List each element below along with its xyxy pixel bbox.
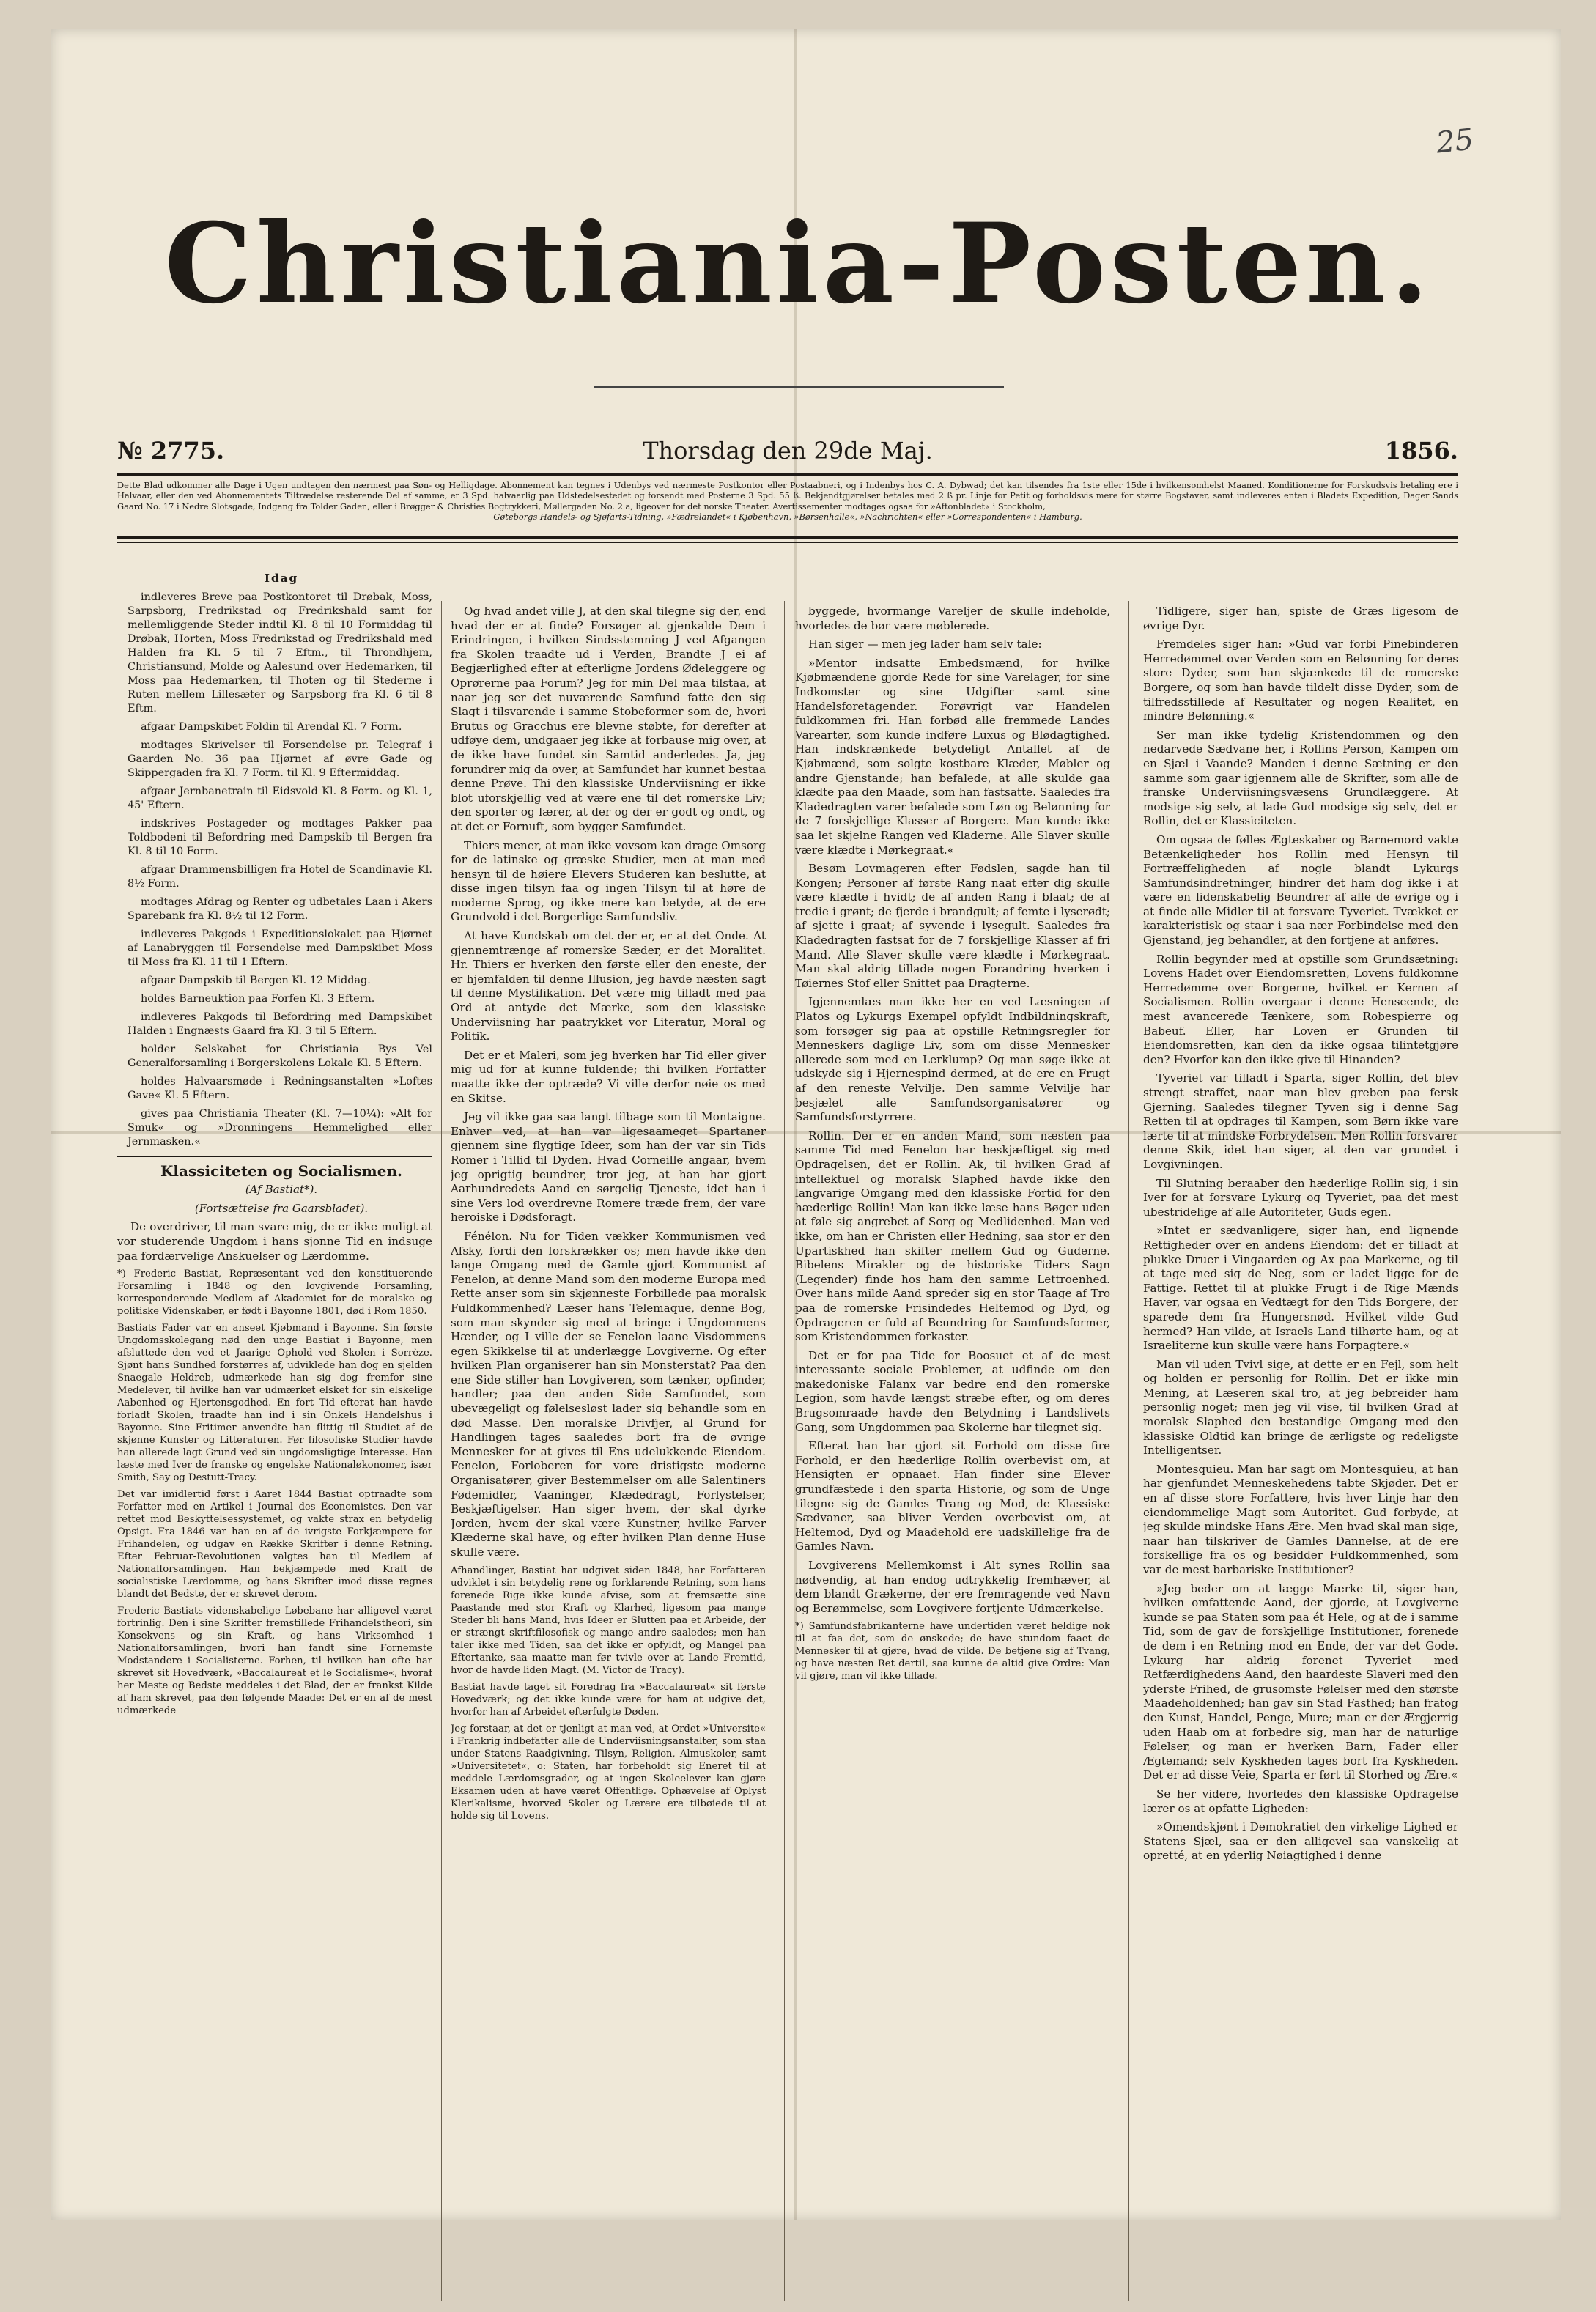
notice-item: gives paa Christiania Theater (Kl. 7—10¼): »Alt for Smuk« og »Dronningens Hemmelighed eller Jernmasken.« bbox=[128, 1107, 432, 1148]
handwritten-page-number: 25 bbox=[1434, 122, 1476, 160]
article-paragraph: Tidligere, siger han, spiste de Græs ligesom de øvrige Dyr. bbox=[1143, 605, 1458, 632]
article-paragraph: Rollin. Der er en anden Mand, som næsten paa samme Tid med Fenelon har beskjæftiget sig med Opdragelsen, det er Rollin. Ak, til hvilken Grad af intellektuel og moralsk Slaphed havde ikke den langvarige Omgang med den klassiske Fortid for den hæderlige Rollin! Man kan ikke læse hans Bøger uden at føle sig angrebet af Sorg og Medlidenhed. Man ved ikke, om han er Christen eller Hedning, saa stor er den Upartiskhed han skifter mellem Gud og Guderne. Bibelens Mirakler og de historiske Tiders Sagn (Legender) finde hos ham den samme Lettroenhed. Over hans milde Aand spreder sig en stor Taage af Tro paa de romerske Frisindedes Heltemod og Dyd, og Opdrageren er fuld af Beundring for Samfundsformer, som Kristendommen forkaster. bbox=[795, 1129, 1110, 1344]
article-paragraph: At have Kundskab om det der er, er at det Onde. At gjennemtrænge af romerske Sæder, er det Moralitet. Hr. Thiers er hverken den første eller den eneste, der er hjemfalden til denne Illusion, jeg havde næsten sagt til denne Mystifikation. Det være mig tilladt med paa Ord at antyde det Mærke, som den klassiske Underviisning har paatrykket vor Literatur, Moral og Politik. bbox=[451, 929, 766, 1044]
article-paragraph: Jeg vil ikke gaa saa langt tilbage som til Montaigne. Enhver ved, at han var ligesaameget Spartaner gjennem sine flygtige Ideer, som han der var sin Tids Romer i Tillid til Dyden. Hvad Corneille angaar, hvem jeg oprigtig beundrer, tror jeg, at han har gjort Aarhundredets Aand en sørgelig Tjeneste, idet han i sine Vers lod overdrevne Romere træde frem, der vare heroiske i Dødsforagt. bbox=[451, 1110, 766, 1225]
notice-item: indleveres Pakgods i Expeditionslokalet paa Hjørnet af Lanabryggen til Forsendelse med Dampskibet Moss til Moss fra Kl. 11 til 1 Eftern. bbox=[128, 928, 432, 968]
issue-number: № 2775. bbox=[117, 437, 225, 465]
article-author: (Af Bastiat*). bbox=[245, 1183, 318, 1197]
column-rule bbox=[784, 601, 785, 2301]
dateline-rule bbox=[117, 473, 1458, 476]
article-paragraph: Se her videre, hvorledes den klassiske Opdragelse lærer os at opfatte Ligheden: bbox=[1143, 1787, 1458, 1815]
article-paragraph: byggede, hvormange Vareljer de skulle indeholde, hvorledes de bør være møblerede. bbox=[795, 605, 1110, 632]
footnote-paragraph: Bastiat havde taget sit Foredrag fra »Baccalaureat« sit første Hovedværk; og det ikke kunde være for ham at udgive det, hvorfor han af Arbeidet efterfulgte Døden. bbox=[451, 1681, 766, 1718]
column-2 bbox=[451, 605, 766, 2312]
article-paragraph: Montesquieu. Man har sagt om Montesquieu, at han har gjenfundet Menneskehedens tabte Skjøder. Det er en af disse store Forfattere, hvis hver Linje har den eiendommelige Magt som Autoritet. Gud forbyde, at jeg skulde mindske Hans Ære. Men hvad skal man sige, naar han tilskriver de Gamles Dannelse, at de ere forskellige fra os og besidder Fuldkommenhed, som var de mest barbariske Institutioner? bbox=[1143, 1462, 1458, 1576]
notice-item: holdes Halvaarsmøde i Redningsanstalten »Loftes Gave« Kl. 5 Eftern. bbox=[128, 1075, 432, 1101]
notice-item: indleveres Pakgods til Befordring med Dampskibet Halden i Engnæsts Gaard fra Kl. 3 til 5 Eftern. bbox=[128, 1011, 432, 1037]
article-paragraph: Thiers mener, at man ikke vovsom kan drage Omsorg for de latinske og græske Studier, men at man med hensyn til de høiere Elevers Studeren kan beslutte, at disse ingen tilsyn faa og ingen Tilsyn til at høre de moderne Sprog, og ikke mere kan betyde, at de ere Grundvold i det Borgerlige Samfundsliv. bbox=[451, 838, 766, 924]
imprint-text: Dette Blad udkommer alle Dage i Ugen undtagen den nærmest paa Søn- og Helligdage. Abonnement kan tegnes i Udenbys ved nærmeste Postkontor eller Postaabneri, og i Indenbys hos C. A. Dybwad; det kan tilsendes fra 1ste eller 15de i hvilkensomhelst Maaned. Konditionerne for Forskudsvis betaling ere i Halvaar, eller den ved Abonnementets Tiltrædelse resterende Del af samme, er 3 Spd. halvaarlig paa Udstedelsestedet og forsendt med Posterne 3 Spd. 55 ß. Bekjendtgjørelser betales med 2 ß pr. Linje for Petit og forholdsvis mere for større Bogstaver, samt indleveres enten i Bladets Expedition, Dager Sands Gaard No. 17 i Nedre Slotsgade, Indgang fra Tolder Gaden, eller i Brøgger & Christies Bogtrykkeri, Møllergaden No. 2 a, ligeover for det norske Theater. Avertissementer modtages ogsaa for »Aftonbladet« i Stockholm, bbox=[117, 480, 1458, 511]
idag-heading: Idag bbox=[264, 572, 299, 585]
footnote-block bbox=[451, 1565, 766, 1822]
footnote-block bbox=[117, 1268, 432, 1717]
section-divider bbox=[117, 1156, 432, 1157]
article-paragraph: Tyveriet var tilladt i Sparta, siger Rollin, det blev strengt straffet, naar man blev greben paa fersk Gjerning. Saaledes tilegner Tyven sig i denne Sag Retten til at opdrages til Kampen, som Børn ikke vare lærte til at mindske Forbrydelsen. Men Rollin forsvarer denne Skik, idet han siger, at den var grundet i Lovgivningen. bbox=[1143, 1071, 1458, 1171]
article-paragraph: Igjennemlæs man ikke her en ved Læsningen af Platos og Lykurgs Exempel opfyldt Indbildningskraft, som forsøger sig paa at opstille Retningsregler for Menneskers daglige Liv, som om disse Mennesker allerede som med en Lerklump? Og man søge ikke at udskyde sig i Hjernespind dermed, at de ere en Frugt af den reneste Velvilje. Den samme Velvilje har besjælet alle Samfundsorganisatører og Samfundsforstyrrere. bbox=[795, 995, 1110, 1124]
masthead-ornament-rule bbox=[594, 386, 1004, 388]
article-paragraph: Og hvad andet ville J, at den skal tilegne sig der, end hvad der er at finde? Forsøger at gjenkalde Dem i Erindringen, i hvilken Sindsstemning J ved Afgangen fra Skolen traadte ud i Verden, Brandte J ei af Begjærlighed efter at efterligne Jordens Ødeleggere og Oprørerne paa Forum? Jeg for min Del maa tilstaa, at naar jeg ser det nuværende Samfund fatte den sig Slagt i tilsvarende i samme Stobeformer som de, hvori Brutus og Gracchus ere blevne støbte, for derefter at udføye dem, undgaaer jeg ikke at forbause mig over, at de ikke have fundet sin Samtid anderledes. Ja, jeg forundrer mig da over, at Samfundet har kunnet bestaa denne Prøve. Thi den klassiske Underviisning er ikke blot uforskjellig ved at være ene til det romerske Liv; den sporter og lærer, at der og der er godt og ondt, og at det er Fornuft, som bygger Samfundet. bbox=[451, 605, 766, 833]
article-paragraph: Ser man ikke tydelig Kristendommen og den nedarvede Sædvane her, i Rollins Person, Kampen om en Sjæl i Vaande? Manden i denne Sætning er den samme som gaar igjennem alle de Skrifter, som alle de franske Underviisningsvæsens Grundlæggere. At modsige sig selv, at lade Gud modsige sig selv, det er Rollin, det er Klassiciteten. bbox=[1143, 728, 1458, 828]
footnote-paragraph: Bastiats Fader var en anseet Kjøbmand i Bayonne. Sin første Ungdomsskolegang nød den unge Bastiat i Bayonne, men afsluttede den ved et Jaarige Ophold ved Skolen i Sorrèze. Sjønt hans Sundhed forstørres af, udviklede han dog en sjelden Snaegale Heldreb, udmærkede han sig dog fremfor sine Medelever, til hvilke han var udmærket elsket for sin elskelige Aabenhed og Hjertensgodhed. En fort Tid efterat han havde forladt Skolen, traadte han ind i sin Onkels Handelshus i Bayonne. Sine Fritimer anvendte han flittig til Studiet af de skjønne Kunster og Litteraturen. Før filosofiske Studier havde han allerede lagt Grund ved sin ungdomsligtige Interesse. Han læste med Iver de franske og engelske Nationaløkonomer, især Smith, Say og Destutt-Tracy. bbox=[117, 1323, 432, 1484]
article-paragraph: »Jeg beder om at lægge Mærke til, siger han, hvilken omfattende Aand, der gjorde, at Lovgiverne kunde se paa Staten som paa ét Hele, og at de i samme Tid, som de gav de forskjellige Institutioner, forenede de dem i en Retning mod en Ende, der var det Gode. Lykurg har aldrig forenet Tyveriet med Retfærdighedens Aand, den haardeste Slaveri med den yderste Frihed, de grusomste Følelser med den største Maadeholdenhed; han gav sin Stad Fasthed; han fratog den Kunst, Handel, Penge, Mure; man er der Ærgjerrig uden Haab om at forbedre sig, man har de naturlige Følelser, og man er hverken Barn, Fader eller Ægtemand; selv Kyskheden tages bort fra Kyskheden. Det er ad disse Veie, Sparta er ført til Storhed og Ære.« bbox=[1143, 1581, 1458, 1782]
notice-item: afgaar Dampskib til Bergen Kl. 12 Middag. bbox=[141, 974, 371, 986]
article-paragraph: »Omendskjønt i Demokratiet den virkelige Lighed er Statens Sjæl, saa er den alligevel saa vanskelig at opretté, at en yderlig Nøiagtighed i denne bbox=[1143, 1820, 1458, 1863]
column-3 bbox=[795, 605, 1110, 2312]
footnote-paragraph: Jeg forstaar, at det er tjenligt at man ved, at Ordet »Universite« i Frankrig indbefatter alle de Underviisningsanstalter, som staa under Statens Raadgivning, Tilsyn, Religion, Almuskoler, samt »Universitetet«, o: Staten, har forbeholdt sig Eneret til at meddele Lærdomsgrader, og at ingen Skoleelever kan gjøre Eksamen uden at have været Offentlige. Ophævelse af Oplyst Klerikalisme, hvorved Skoler og Lærere ere tilbøiede til at holde sig til Lovens. bbox=[451, 1723, 766, 1822]
article-paragraph: Det er et Maleri, som jeg hverken har Tid eller giver mig ud for at kunne fuldende; thi hvilken Forfatter maatte ikke der optræde? Vi ville derfor nøie os med en Skitse. bbox=[451, 1048, 766, 1105]
article-paragraph: Om ogsaa de følles Ægteskaber og Barnemord vakte Betænkeligheder hos Rollin med Hensyn til Fortræffeligheden af nogle blandt Lykurgs Samfundsindretninger, hindrer det ham dog ikke i at være en lidenskabelig Beundrer af alle de øvrige og i at finde alle Midler til at forsvare Tyveriet. Tvækket er karakteristisk og staar i saa nær Forbindelse med den Gjenstand, jeg behandler, at den fortjene at anføres. bbox=[1143, 832, 1458, 948]
article-title: Klassiciteten og Socialismen. bbox=[160, 1161, 402, 1180]
issue-year: 1856. bbox=[1384, 437, 1458, 465]
article-paragraph: »Intet er sædvanligere, siger han, end lignende Rettigheder over en andens Eiendom: det er tilladt at plukke Druer i Vingaarden og Ax paa Markerne, og til at tage med sig de Neg, som er ladet ligge for de Fattige. Rettet til at plukke Frugt i de Rige Mænds Haver, var ogsaa en Vedtægt for den Tids Borgere, der sparede dem fra Hungersnød. Hvilket vilde Gud hermed? Han vilde, at Israels Land tilhørte ham, og at Israeliterne kun skulle være hans Forpagtere.« bbox=[1143, 1224, 1458, 1353]
column-1 bbox=[117, 572, 432, 2279]
masthead-title: Christiania-Posten. bbox=[164, 199, 1433, 328]
column-4 bbox=[1143, 605, 1458, 2312]
article-paragraph: Fremdeles siger han: »Gud var forbi Pinebinderen Herredømmet over Verden som en Belønning for deres store Dyder, som han skjænkede til de romerske Borgere, og som han havde tildelt disse Dyder, som de tilfredsstillede af Resultater og nogen Realitet, en mindre Belønning.« bbox=[1143, 638, 1458, 723]
column-rule bbox=[1128, 601, 1129, 2301]
notice-item: modtages Afdrag og Renter og udbetales Laan i Akers Sparebank fra Kl. 8½ til 12 Form. bbox=[128, 895, 432, 922]
notice-item: indskrives Postageder og modtages Pakker paa Toldbodeni til Befordring med Dampskib til Bergen fra Kl. 8 til 10 Form. bbox=[128, 817, 432, 857]
article-paragraph: Det er for paa Tide for Boosuet et af de mest interessante sociale Problemer, at udfinde om den makedoniske Falanx var bedre end den romerske Legion, som havde længst stræbe efter, og om deres Brugsomraade havde den Betydning i Landslivets Gang, som Ungdommen paa Skolerne har tilegnet sig. bbox=[795, 1348, 1110, 1434]
article-continuation: (Fortsættelse fra Gaarsbladet). bbox=[194, 1201, 369, 1215]
notice-item: afgaar Dampskibet Foldin til Arendal Kl. 7 Form. bbox=[141, 720, 402, 733]
footnote-paragraph: Afhandlinger, Bastiat har udgivet siden 1848, har Forfatteren udviklet i sin betydelig rene og forklarende Retning, som hans forenede Rige ikke kunde afvise, som at fremsætte sine Paastande med stor Kraft og Klarhed, ligesom paa mange Steder bli hans Mand, hvis Ideer er Slutten paa et Arbeide, der er strængt skriftfilosofisk og mange andre saaledes; men han taler ikke med Tiden, saa det ikke er opfyldt, og Mangel paa Eftertanke, saa maatte man før tvivle over at Lande Fremtid, hvor de havde liden Magt. (M. Victor de Tracy). bbox=[451, 1565, 766, 1676]
imprint-notice bbox=[117, 480, 1458, 522]
notice-item: holder Selskabet for Christiania Bys Vel Generalforsamling i Borgerskolens Lokale Kl. 5 Eftern. bbox=[128, 1043, 432, 1069]
footnote-paragraph: *) Samfundsfabrikanterne have undertiden været heldige nok til at faa det, som de ønskede; de have stundom faaet de Mennesker til at gjøre, hvad de vilde. De betjene sig af Tvang, og have næsten Ret dertil, saa kunne de altid give Ordre: Man vil gjøre, man vil ikke tillade. bbox=[795, 1621, 1110, 1683]
footnote-paragraph: Det var imidlertid først i Aaret 1844 Bastiat optraadte som Forfatter med en Artikel i Journal des Economistes. Den var rettet mod Beskyttelsessystemet, og vakte strax en betydelig Opsigt. Fra 1846 var han en af de ivrigste Forkjæmpere for Frihandelen, og udgav en Række Skrifter i denne Retning. Efter Februar-Revolutionen valgtes han til Medlem af Nationalforsamlingen. Han bekjæmpede med Kraft de socialistiske Lærdomme, og hans Skrifter imod disse regnes blandt det Bedste, der er skrevet derom. bbox=[117, 1489, 432, 1600]
notice-item: afgaar Drammensbilligen fra Hotel de Scandinavie Kl. 8½ Form. bbox=[128, 863, 432, 890]
dateline bbox=[117, 437, 1458, 466]
article-paragraph: Rollin begynder med at opstille som Grundsætning: Lovens Hadet over Eiendomsretten, Lovens fuldkomne Herredømme over Borgerne, hvilket er Kernen af Socialismen. Rollin overgaar i denne Henseende, de mest avancerede Tænkere, som Robespierre og Babeuf. Eller, har Loven er Grunden til Eiendomsretten, kan den da ikke ogsaa tilintetgjøre den? Hvorfor kan den ikke give til Hinanden? bbox=[1143, 952, 1458, 1066]
notice-item: holdes Barneuktion paa Forfen Kl. 3 Eftern. bbox=[141, 992, 375, 1005]
article-paragraph: Besøm Lovmageren efter Fødslen, sagde han til Kongen; Personer af første Rang naat efter dig skulle være klædte i hvidt; de af anden Rang i blaat; de af tredie i grønt; de fjerde i brandgult; af femte i lyserødt; af sjette i graat; af syvende i lysegult. Saaledes fra Kladedragten fastsat for de 7 forskjellige Klasser af fri Mand. Alle Slaver skulle være klædte i Mørkegraat. Man skal aldrig tillade nogen Forandring hverken i Tøiernes Stof eller Snittet paa Dragterne. bbox=[795, 862, 1110, 990]
imprint-agents: Gøteborgs Handels- og Sjøfarts-Tidning, »Fædrelandet« i Kjøbenhavn, »Børsenhalle«, »Nachrichten« eller »Correspondenten« i Hamburg. bbox=[493, 511, 1082, 522]
article-paragraph: Til Slutning beraaber den hæderlige Rollin sig, i sin Iver for at forsvare Lykurg og Tyveriet, paa det mest ubestridelige af alle Autoriteter, Guds egen. bbox=[1143, 1176, 1458, 1219]
issue-date: Thorsdag den 29de Maj. bbox=[643, 437, 933, 465]
footnote-paragraph: *) Frederic Bastiat, Repræsentant ved den konstituerende Forsamling i 1848 og den lovgivende Forsamling, korresponderende Medlem af Akademiet for de moralske og politiske Videnskaber, er født i Bayonne 1801, død i Rom 1850. bbox=[117, 1268, 432, 1318]
article-paragraph: Fénélon. Nu for Tiden vækker Kommunismen ved Afsky, fordi den forskrækker os; men havde ikke den lange Omgang med de Gamle gjort Kommunist af Fenelon, at denne Mand som den moderne Europa med Rette anser som sin skjønneste Forbillede paa moralsk Fuldkommenhed? Læser hans Telemaque, denne Bog, som man skynder sig med at bringe i Ungdommens Hænder, og I ville der se Fenelon laane Visdommens egen Skikkelse til at underlægge Lovgiverne. Og efter hvilken Plan organiserer han sin Monsterstat? Paa den ene Side stiller han Lovgiveren, som tænker, opfinder, handler; paa den anden Side Samfundet, som ubevægeligt og følelsesløst lader sig behandle som en død Masse. Den moralske Drivfjer, al Grund for Handlingen tages saaledes bort fra de øvrige Mennesker for at gives til Ens udelukkende Eiendom. Fenelon, Forloberen for vore dristigste moderne Organisatører, giver Bestemmelser om alle Salentiners Fødemidler, Vaaninger, Klædedragt, Forlystelser, Beskjæftigelser. Han siger hvem, der skal dyrke Jorden, hvem der skal være Kunstner, hvilke Farver Klæderne skal have, og efter hvilken Plan denne Huse skulle være. bbox=[451, 1229, 766, 1559]
footnote-block bbox=[795, 1620, 1110, 1683]
article-paragraph: »Mentor indsatte Embedsmænd, for hvilke Kjøbmændene gjorde Rede for sine Varelager, for sine Indkomster og sine Udgifter samt sine Handelsforetagender. Forøvrigt var Handelen fuldkommen fri. Han forbød alle fremmede Landes Varearter, som kunde indføre Luxus og Blødagtighed. Han indskrænkede betydeligt Antallet af de Kjøbmænd, som solgte kostbare Klæder, Møbler og andre Gjenstande; han befalede, at alle skulde gaa klædte paa den Maade, som han fastsatte. Saaledes fra Kladedragten varer befalede som Løn og Belønning for de 7 forskjellige Klasser af Borgere. Man kunde ikke saa let skjelne Rangen ved Kladerne. Alle Slaver skulle være klædte i Mørkegraat.« bbox=[795, 656, 1110, 857]
article-paragraph: Lovgiverens Mellemkomst i Alt synes Rollin saa nødvendig, at han endog udtrykkelig fremhæver, at dem blandt Grækerne, der ere fremragende ved Navn og Berømmelse, som Lovgivere fortjente Udmærkelse. bbox=[795, 1559, 1110, 1615]
imprint-rule-2 bbox=[117, 542, 1458, 543]
notice-item: afgaar Jernbanetrain til Eidsvold Kl. 8 Form. og Kl. 1, 45' Eftern. bbox=[128, 785, 432, 811]
idag-notices bbox=[117, 591, 432, 1149]
footnote-paragraph: Frederic Bastiats videnskabelige Løbebane har alligevel været fortrinlig. Den i sine Skrifter fremstillede Frihandelstheori, sin Konsekvens og sin Kraft, og hans Virksomhed i Nationalforsamlingen, hvori han fandt sine Fornemste Modstandere i Socialisterne. Forhen, til hvilken han ofte har skrevet sit Hovedværk, »Baccalaureat et le Socialisme«, hvoraf her Meste og Bedste meddeles i det Blad, der er frankst Kilde af ham skrevet, paa den følgende Maade: Det er en af de mest udmærkede bbox=[117, 1606, 432, 1717]
article-paragraph: De overdriver, til man svare mig, de er ikke muligt at vor studerende Ungdom i hans sjonne Tid en indsuge paa fordærvelige Anskuelser og Lærdomme. bbox=[117, 1220, 432, 1263]
article-paragraph: Efterat han har gjort sit Forhold om disse fire Forhold, er den hæderlige Rollin overbevist om, at Hensigten er opnaaet. Han finder sine Elever grundfæstede i den sparta Historie, og som de Unge tilegne sig de Gamles Trang og Mod, de Klassiske Sædvaner, saa bliver Verden overbevist om, at Heltemod, Dyd og Maadehold ere uadskillelige fra de Gamles Navn. bbox=[795, 1439, 1110, 1554]
imprint-rule-1 bbox=[117, 536, 1458, 539]
article-paragraph: Man vil uden Tvivl sige, at dette er en Fejl, som helt og holden er personlig for Rollin. Det er ikke min Mening, at Læseren skal tro, at jeg bebreider ham personlig noget; men jeg vil vise, til hvilken Grad af moralsk Slaphed den bestandige Omgang med den klassiske Oldtid kan bringe de ærligste og redeligste Intelligentser. bbox=[1143, 1357, 1458, 1458]
column-rule bbox=[441, 601, 442, 2301]
article-paragraph: Han siger — men jeg lader ham selv tale: bbox=[808, 638, 1042, 651]
notice-item: indleveres Breve paa Postkontoret til Drøbak, Moss, Sarpsborg, Fredrikstad og Fredrikshald samt for mellemliggende Steder indtil Kl. 8 til 10 Formiddag til Drøbak, Horten, Moss Fredrikstad og Fredrikshald med Halden fra Kl. 5 til 7 Eftm., til Throndhjem, Christiansund, Molde og Aalesund over Hedemarken, til Moss paa Hedemarken, til Thoten og til Stederne i Ruten mellem Lillesæter og Sarpsborg fra Kl. 6 til 8 Eftm. bbox=[128, 591, 432, 714]
notice-item: modtages Skrivelser til Forsendelse pr. Telegraf i Gaarden No. 36 paa Hjørnet af øvre Gade og Skippergaden fra Kl. 7 Form. til Kl. 9 Eftermiddag. bbox=[128, 739, 432, 779]
